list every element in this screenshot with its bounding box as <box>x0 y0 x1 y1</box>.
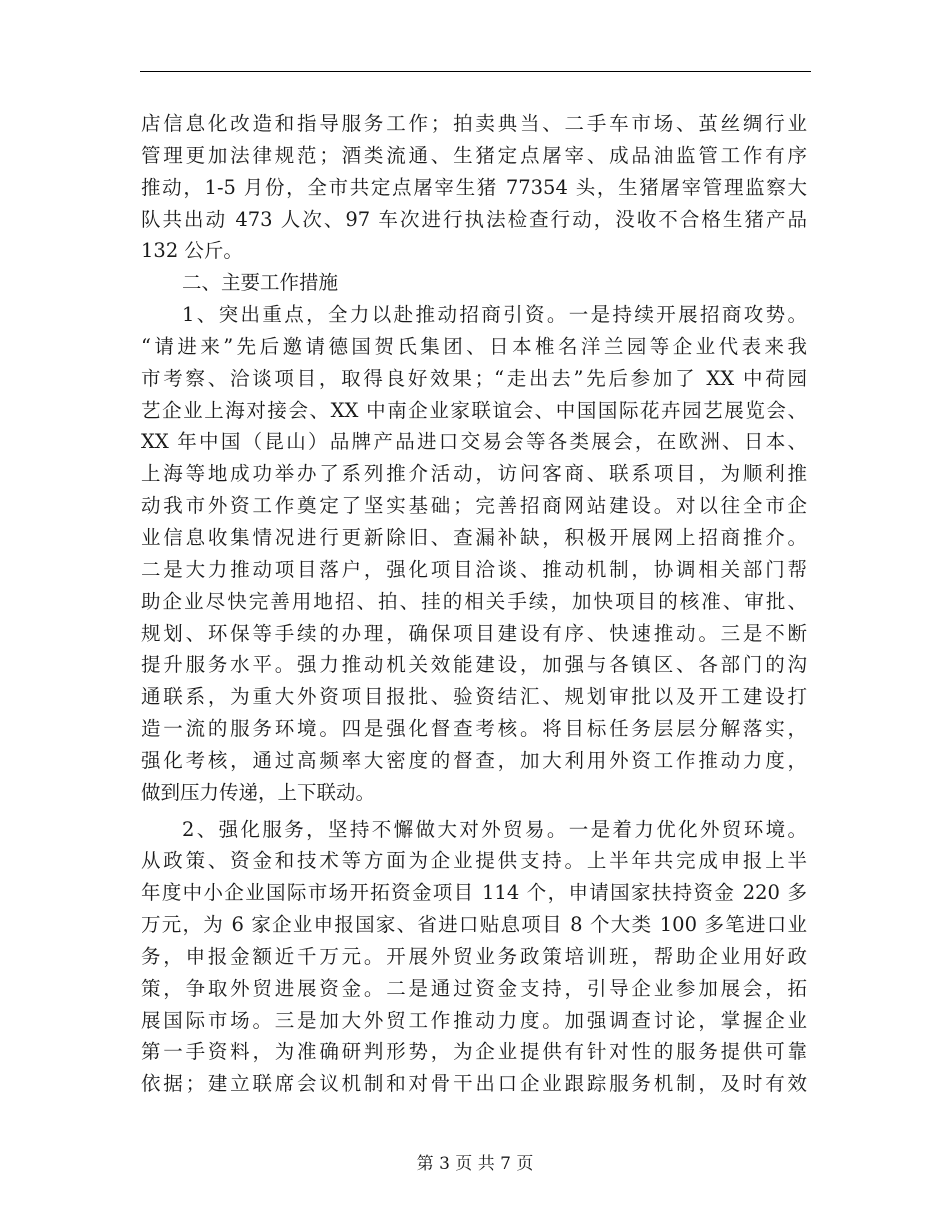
text-line: 年度中小企业国际市场开拓资金项目 114 个，申请国家扶持资金 220 多 <box>141 881 807 905</box>
text-line: 二是大力推动项目落户，强化项目洽谈、推动机制，协调相关部门帮 <box>141 557 807 581</box>
text-line: 强化考核，通过高频率大密度的督查，加大利用外资工作推动力度， <box>141 748 807 772</box>
text-line: 依据；建立联席会议机制和对骨干出口企业跟踪服务机制，及时有效 <box>141 1072 807 1096</box>
text-line: 管理更加法律规范；酒类流通、生猪定点屠宰、成品油监管工作有序 <box>141 143 807 167</box>
text-line: 店信息化改造和指导服务工作；拍卖典当、二手车市场、茧丝绸行业 <box>141 112 807 135</box>
text-line: 1、突出重点，全力以赴推动招商引资。一是持续开展招商攻势。 <box>182 303 807 327</box>
text-line: 策，争取外贸进展资金。二是通过资金支持，引导企业参加展会，拓 <box>141 976 807 1000</box>
text-line: 通联系，为重大外资项目报批、验资结汇、规划审批以及开工建设打 <box>141 685 807 709</box>
text-line: 做到压力传递，上下联动。 <box>141 780 376 804</box>
text-line: 132 公斤。 <box>141 239 243 263</box>
text-line: 2、强化服务，坚持不懈做大对外贸易。一是着力优化外贸环境。 <box>182 817 807 841</box>
text-line: 务，申报金额近千万元。开展外贸业务政策培训班，帮助企业用好政 <box>141 944 807 968</box>
text-line: 提升服务水平。强力推动机关效能建设，加强与各镇区、各部门的沟 <box>141 653 807 677</box>
text-line: 规划、环保等手续的办理，确保项目建设有序、快速推动。三是不断 <box>141 621 807 645</box>
text-line: 造一流的服务环境。四是强化督查考核。将目标任务层层分解落实， <box>141 717 807 741</box>
text-line: 从政策、资金和技术等方面为企业提供支持。上半年共完成申报上半 <box>141 849 807 873</box>
text-line: “请进来”先后邀请德国贺氏集团、日本椎名洋兰园等企业代表来我 <box>141 334 807 358</box>
text-line: 市考察、洽谈项目，取得良好效果；“走出去”先后参加了 XX 中荷园 <box>141 366 807 390</box>
text-line: 上海等地成功举办了系列推介活动，访问客商、联系项目，为顺利推 <box>141 462 807 486</box>
text-line: 艺企业上海对接会、XX 中南企业家联谊会、中国国际花卉园艺展览会、 <box>141 398 807 422</box>
text-line: 展国际市场。三是加大外贸工作推动力度。加强调查讨论，掌握企业 <box>141 1008 807 1032</box>
text-line: 助企业尽快完善用地招、拍、挂的相关手续，加快项目的核准、审批、 <box>141 589 807 613</box>
text-line: 第一手资料，为准确研判形势，为企业提供有针对性的服务提供可靠 <box>141 1040 807 1064</box>
text-line: XX 年中国（昆山）品牌产品进口交易会等各类展会，在欧洲、日本、 <box>141 430 807 454</box>
text-line: 队共出动 473 人次、97 车次进行执法检查行动，没收不合格生猪产品 <box>141 207 807 231</box>
text-line: 动我市外资工作奠定了坚实基础；完善招商网站建设。对以往全市企 <box>141 494 807 518</box>
page-number-label: 第 3 页 共 7 页 <box>416 1154 534 1174</box>
text-line: 业信息收集情况进行更新除旧、查漏补缺，积极开展网上招商推介。 <box>141 525 807 549</box>
text-line: 推动，1-5 月份，全市共定点屠宰生猪 77354 头，生猪屠宰管理监察大 <box>141 175 807 199</box>
page-footer <box>0 1153 950 1175</box>
document-body <box>141 108 807 1100</box>
section-heading: 二、主要工作措施 <box>182 271 339 295</box>
text-line: 万元，为 6 家企业申报国家、省进口贴息项目 8 个大类 100 多笔进口业 <box>141 913 807 937</box>
header-rule <box>140 71 811 72</box>
